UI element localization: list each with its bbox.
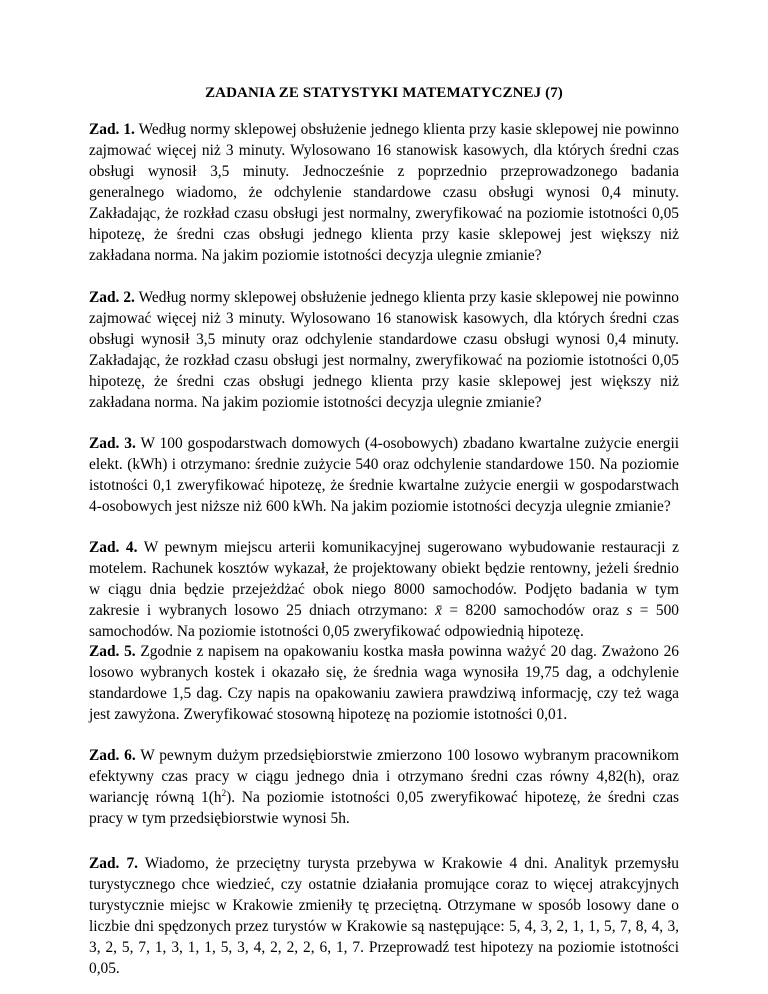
sd-symbol: s	[626, 602, 633, 619]
task-3	[89, 433, 679, 517]
task-label: Zad. 3.	[89, 435, 136, 452]
mean-value: = 8200	[441, 602, 497, 619]
task-text-c: samochodów. Na poziomie istotności 0,05 zweryfikować odpowiednią hipotezę.	[89, 623, 584, 640]
task-7	[89, 853, 679, 979]
task-label: Zad. 6.	[89, 747, 136, 764]
task-label: Zad. 5.	[89, 643, 136, 660]
task-text-b: samochodów oraz	[496, 602, 627, 619]
task-text: Według normy sklepowej obsłużenie jednego klienta przy kasie sklepowej nie powinno zajmować więcej niż 3 minuty. Wylosowano 16 stanowisk kasowych, dla których średni czas obsługi wynosił 3,5 minuty. Jednocześnie z poprzednio przeprowadzonego badania generalnego wiadomo, że odchylenie standardowe czasu obsługi wynosi 0,4 minuty. Zakładając, że rozkład czasu obsługi jest normalny, zweryfikować na poziomie istotności 0,05 hipotezę, że średni czas obsługi jednego klienta przy kasie sklepowej jest większy niż zakładana norma. Na jakim poziomie istotności decyzja ulegnie zmianie?	[89, 121, 680, 264]
sd-value: = 500	[632, 602, 679, 619]
task-text: Zgodnie z napisem na opakowaniu kostka masła powinna ważyć 20 dag. Zważono 26 losowo wybranych kostek i okazało się, że średnia waga wynosiła 19,75 dag, a odchylenie standardowe 1,5 dag. Czy napis na opakowaniu zawiera prawdziwą informację, czy też waga jest zawyżona. Zweryfikować stosowną hipotezę na poziomie istotności 0,01.	[89, 643, 679, 723]
task-text: W 100 gospodarstwach domowych (4-osobowych) zbadano kwartalne zużycie energii elekt. (kWh) i otrzymano: średnie zużycie 540 oraz odchylenie standardowe 150. Na poziomie istotności 0,1 zweryfikować hipotezę, że średnie kwartalne zużycie energii w gospodarstwach 4-osobowych jest niższe niż 600 kWh. Na jakim poziomie istotności decyzja ulegnie zmianie?	[89, 435, 680, 515]
task-text: Według normy sklepowej obsłużenie jednego klienta przy kasie sklepowej nie powinno zajmować więcej niż 3 minuty. Wylosowano 16 stanowisk kasowych, dla których średni czas obsługi wynosił 3,5 minuty oraz odchylenie standardowe czasu obsługi wynosi 0,4 minuty. Zakładając, że rozkład czasu obsługi jest normalny, zweryfikować na poziomie istotności 0,05 hipotezę, że średni czas obsługi jednego klienta przy kasie sklepowej jest większy niż zakładana norma. Na jakim poziomie istotności decyzja ulegnie zmianie?	[89, 289, 680, 411]
page-title: ZADANIA ZE STATYSTYKI MATEMATYCZNEJ (7)	[205, 85, 563, 101]
task-label: Zad. 2.	[89, 289, 135, 306]
task-5	[89, 641, 679, 725]
task-label: Zad. 7.	[89, 855, 138, 872]
task-text: Wiadomo, że przeciętny turysta przebywa w Krakowie 4 dni. Analityk przemysłu turystycznego chce wiedzieć, czy ostatnie działania promujące coraz to więcej atrakcyjnych turystycznie miejsc w Krakowie zmieniły tę przeciętną. Otrzymane w sposób losowy dane o liczbie dni spędzonych przez turystów w Krakowie są następujące: 5, 4, 3, 2, 1, 1, 5, 7, 8, 4, 3, 3, 2, 5, 7, 1, 3, 1, 1, 5, 3, 4, 2, 2, 2, 6, 1, 7. Przeprowadź test hipotezy na poziomie istotności 0,05.	[89, 855, 679, 977]
task-text-a: W pewnym miejscu arterii komunikacyjnej sugerowano wybudowanie restauracji z motelem. Rachunek kosztów wykazał, że projektowany obiekt będzie rentowny, jeżeli średnio w ciągu dnia będzie przejeżdżać obok niego 8000 samochodów. Podjęto badania w tym zakresie i wybranych losowo 25 dniach otrzymano:	[89, 539, 679, 619]
task-4	[89, 537, 679, 642]
task-label: Zad. 1.	[89, 121, 135, 138]
task-1	[89, 119, 679, 266]
task-label: Zad. 4.	[89, 539, 138, 556]
task-text-a: W pewnym dużym przedsiębiorstwie zmierzono 100 losowo wybranym pracownikom efektywny czas pracy w ciągu jednego dnia i otrzymano średni czas równy 4,82(h), oraz wariancję równą 1(h	[89, 747, 679, 806]
task-text-b: ). Na poziomie istotności 0,05 zweryfikować hipotezę, że średni czas pracy w tym przedsiębiorstwie wynosi 5h.	[89, 789, 680, 827]
task-6	[89, 745, 679, 829]
task-2	[89, 287, 679, 413]
superscript: 2	[221, 788, 227, 798]
mean-symbol: x̄	[435, 602, 442, 619]
